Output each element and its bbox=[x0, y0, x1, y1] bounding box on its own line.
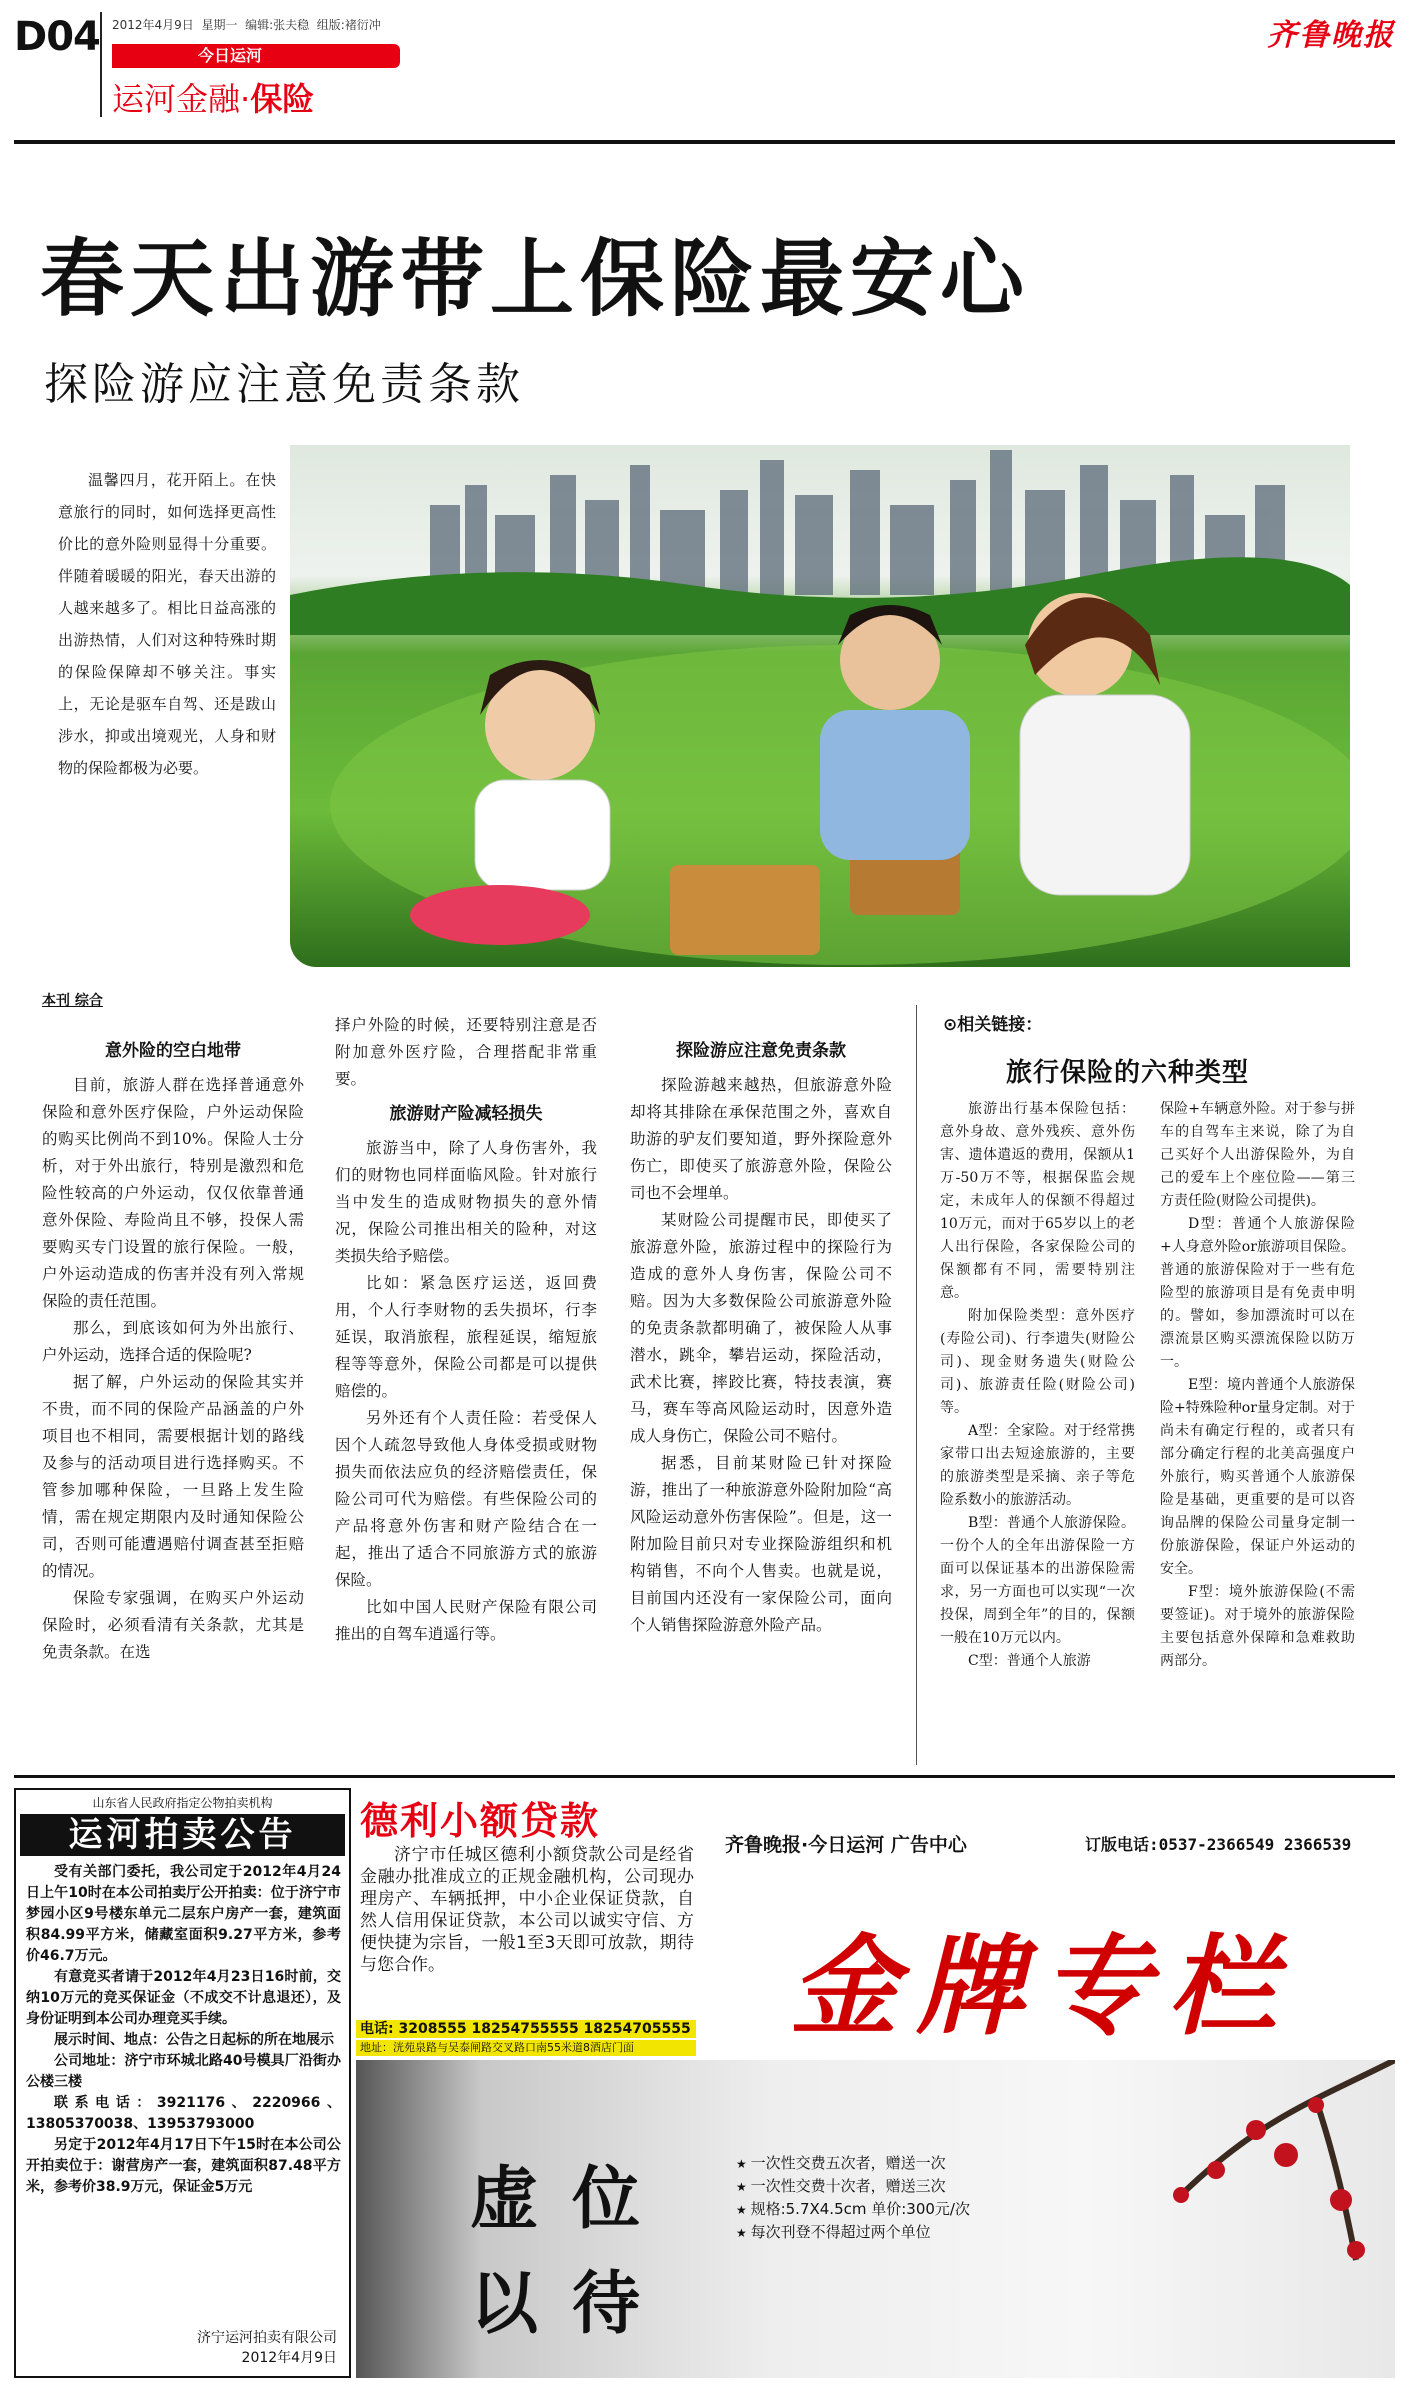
loan-body bbox=[360, 1844, 694, 1976]
paragraph: A型：全家险。对于经常携家带口出去短途旅游的，主要的旅游类型是采摘、亲子等危险系数小的旅游活动。 bbox=[940, 1423, 1135, 1508]
paragraph: C型：普通个人旅游 bbox=[968, 1653, 1091, 1669]
father-figure bbox=[820, 605, 970, 860]
vacancy-text-line2: 以待 bbox=[470, 2264, 675, 2344]
top-rule bbox=[14, 140, 1395, 144]
section-heading: 探险游应注意免责条款 bbox=[676, 1041, 846, 1061]
subheadline: 探险游应注意免责条款 bbox=[44, 359, 524, 410]
paragraph: 附加保险类型：意外医疗(寿险公司)、行李遗失(财险公司)、现金财务遗失(财险公司)、旅游责任险(财险公司)等。 bbox=[940, 1308, 1135, 1416]
section-heading: 旅游财产险减轻损失 bbox=[389, 1104, 543, 1124]
header-divider bbox=[100, 12, 102, 117]
byline: 本刊 综合 bbox=[42, 993, 103, 1009]
auction-org: 山东省人民政府指定公物拍卖机构 bbox=[92, 1796, 273, 1810]
ad-section-rule bbox=[14, 1775, 1395, 1778]
paragraph: B型：普通个人旅游保险。一份个人的全年出游保险一方面可以保证基本的出游保险需求，另一方面也可以实现“一次投保，周到全年”的目的，保额一般在10万元以内。 bbox=[940, 1515, 1135, 1646]
paragraph: 择户外险的时候，还要特别注意是否附加意外医疗险，合理搭配非常重要。 bbox=[335, 1016, 597, 1088]
auction-signature bbox=[197, 2328, 337, 2368]
loan-address: 地址：洸苑泉路与吴泰闸路交叉路口南55米道8酒店门面 bbox=[356, 2040, 696, 2056]
article-column-1 bbox=[42, 1030, 304, 1666]
term-item: ★ 规格:5.7X4.5cm 单价:300元/次 bbox=[736, 2198, 970, 2221]
sidebar-title: 旅行保险的六种类型 bbox=[1006, 1058, 1250, 1088]
paragraph: 据了解，户外运动的保险其实并不贵，而不同的保险产品涵盖的户外项目也不相同，需要根据计划的路线及参与的活动项目进行选择购买。不管参加哪种保险，一旦路上发生险情，需在规定期限内及时通知保险公司，否则可能遭遇赔付调查甚至拒赔的情况。 bbox=[42, 1373, 304, 1580]
ad-center-name: 齐鲁晚报·今日运河 广告中心 bbox=[725, 1834, 967, 1856]
vacancy-text-line1: 虚位 bbox=[470, 2159, 675, 2239]
paragraph: 那么，到底该如何为外出旅行、户外运动，选择合适的保险呢? bbox=[42, 1319, 304, 1364]
page-number: D04 bbox=[14, 14, 100, 60]
paragraph: 另外还有个人责任险：若受保人因个人疏忽导致他人身体受损或财物损失而依法应负的经济赔偿责任，保险公司可代为赔偿。有些保险公司的产品将意外伤害和财产险结合在一起，推出了适合不同旅游方式的旅游保险。 bbox=[335, 1409, 597, 1589]
term-item: ★ 一次性交费五次者，赠送一次 bbox=[736, 2152, 970, 2175]
paragraph: 探险游越来越热，但旅游意外险却将其排除在承保范围之外，喜欢自助游的驴友们要知道，野外探险意外伤亡，即使买了旅游意外险，保险公司也不会埋单。 bbox=[630, 1076, 892, 1202]
family-picnic-photo bbox=[290, 445, 1350, 967]
sidebar-column-2 bbox=[1160, 1098, 1355, 1673]
signature-company: 济宁运河拍卖有限公司 bbox=[197, 2330, 337, 2346]
paragraph: E型：境内普通个人旅游保险+特殊险种or量身定制。对于尚未有确定行程的，或者只有部分确定行程的北美高强度户外旅行，购买普通个人旅游保险是基础，更重要的是可以咨询品牌的保险公司量身定制一份旅游保险，保证户外运动的安全。 bbox=[1160, 1377, 1355, 1577]
paragraph: 比如中国人民财产保险有限公司推出的自驾车逍遥行等。 bbox=[335, 1598, 597, 1643]
auction-notice-ad bbox=[14, 1788, 351, 2378]
paragraph: 保险+车辆意外险。对于参与拼车的自驾车主来说，除了为自己买好个人出游保险外，为自己的爱车上个座位险——第三方责任险(财险公司提供)。 bbox=[1160, 1101, 1355, 1209]
headline: 春天出游带上保险最安心 bbox=[40, 230, 1031, 328]
article-column-2 bbox=[335, 1012, 597, 1648]
paragraph: 另定于2012年4月17日下午15时在本公司公开拍卖位于：谢营房产一套，建筑面积87.48平方米，参考价38.9万元，保证金5万元 bbox=[26, 2137, 341, 2195]
paragraph: 目前，旅游人群在选择普通意外保险和意外医疗保险，户外运动保险的购买比例尚不到10%。保险人士分析，对于外出旅行，特别是激烈和危险性较高的户外运动，仅仅依靠普通意外保险、寿险尚且不够，投保人需要购买专门设置的旅行保险。一般，户外运动造成的伤害并没有列入常规保险的责任范围。 bbox=[42, 1076, 304, 1310]
paragraph: D型：普通个人旅游保险+人身意外险or旅游项目保险。普通的旅游保险对于一些有危险型的旅游项目是有免责申明的。譬如，参加漂流时可以在漂流景区购买漂流保险以防万一。 bbox=[1160, 1216, 1355, 1370]
term-item: ★ 每次刊登不得超过两个单位 bbox=[736, 2221, 970, 2244]
paragraph: 某财险公司提醒市民，即使买了旅游意外险，旅游过程中的探险行为造成的意外人身伤害，保险公司不赔。因为大多数保险公司旅游意外险的免责条款都明确了，被保险人从事潜水，跳伞，攀岩运动，探险活动，武术比赛，摔跤比赛，特技表演，赛马，赛车等高风险运动时，因意外造成人身伤亡，保险公司不赔付。 bbox=[630, 1211, 892, 1445]
issue-meta: 2012年4月9日 星期一 编辑:张夫稳 组版:褚衍冲 bbox=[112, 18, 381, 32]
masthead-logo: 齐鲁晚报 bbox=[1267, 18, 1395, 53]
ad-center-phone: 订版电话:0537-2366549 2366539 bbox=[1085, 1835, 1352, 1854]
paragraph: 保险专家强调，在购买户外运动保险时，必须看清有关条款，尤其是免责条款。在选 bbox=[42, 1589, 304, 1661]
article-column-3 bbox=[630, 1030, 892, 1639]
paragraph: 比如：紧急医疗运送，返回费用，个人行李财物的丢失损坏，行李延误，取消旅程，旅程延误，缩短旅程等等意外，保险公司都是可以提供赔偿的。 bbox=[335, 1274, 597, 1400]
loan-title: 德利小额贷款 bbox=[360, 1799, 601, 1843]
auction-body bbox=[26, 1862, 341, 2198]
paragraph: 旅游当中，除了人身伤害外，我们的财物也同样面临风险。针对旅行当中发生的造成财物损失的意外情况，保险公司推出相关的险种，对这类损失给予赔偿。 bbox=[335, 1139, 597, 1265]
section-title: 运河金融·保险 bbox=[112, 80, 315, 118]
mother-figure bbox=[1020, 593, 1190, 895]
gold-column-title: 金牌专栏 bbox=[790, 1924, 1295, 2050]
section-tag: 今日运河 bbox=[112, 44, 400, 68]
paragraph: 受有关部门委托，我公司定于2012年4月24日上午10时在本公司拍卖厅公开拍卖：位于济宁市梦园小区9号楼东单元二层东户房产一套，建筑面积84.99平方米，储藏室面积9.27平方米，参考价46.7万元。 bbox=[26, 1864, 341, 1964]
paragraph: 展示时间、地点：公告之日起标的所在地展示 bbox=[54, 2032, 334, 2048]
intro-paragraph: 温馨四月，花开陌上。在快意旅行的同时，如何选择更高性价比的意外险则显得十分重要。伴随着暖暖的阳光，春天出游的人越来越多了。相比日益高涨的出游热情，人们对这种特殊时期的保险保障却不够关注。事实上，无论是驱车自驾、还是跋山涉水，抑或出境观光，人身和财物的保险都极为必要。 bbox=[58, 471, 276, 777]
auction-title: 运河拍卖公告 bbox=[20, 1814, 345, 1856]
paragraph: 据悉，目前某财险已针对探险游，推出了一种旅游意外险附加险“高风险运动意外伤害保险”。但是，这一附加险目前只对专业探险游组织和机构销售，不向个人售卖。也就是说，目前国内还没有一家保险公司，面向个人销售探险游意外险产品。 bbox=[630, 1454, 892, 1634]
signature-date: 2012年4月9日 bbox=[241, 2350, 337, 2366]
term-item: ★ 一次性交费十次者，赠送三次 bbox=[736, 2175, 970, 2198]
column-divider bbox=[916, 1005, 917, 1765]
loan-phone: 电话: 3208555 18254755555 18254705555 bbox=[356, 2020, 696, 2038]
paragraph: 济宁市任城区德利小额贷款公司是经省金融办批准成立的正规金融机构，公司现办理房产、车辆抵押，中小企业保证贷款，自然人信用保证贷款，本公司以诚实守信、方便快捷为宗旨，一般1至3天即可放款，期待与您合作。 bbox=[360, 1845, 694, 1975]
sidebar-column-1 bbox=[940, 1098, 1135, 1673]
section-heading: 意外险的空白地带 bbox=[105, 1041, 241, 1061]
paragraph: 有意竞买者请于2012年4月23日16时前，交纳10万元的竞买保证金（不成交不计息退还），及身份证明到本公司办理竞买手续。 bbox=[26, 1969, 341, 2027]
loan-ad bbox=[356, 1788, 696, 2058]
ad-terms bbox=[736, 2152, 970, 2244]
paragraph: F型：境外旅游保险(不需要签证)。对于境外的旅游保险主要包括意外保障和急难救助两部分。 bbox=[1160, 1584, 1355, 1669]
paragraph: 公司地址：济宁市环城北路40号模具厂沿街办公楼三楼 bbox=[26, 2053, 341, 2090]
paragraph: 旅游出行基本保险包括：意外身故、意外残疾、意外伤害、遗体遣返的费用，保额从1万-50万不等，根据保监会规定，未成年人的保额不得超过10万元，而对于65岁以上的老人出行保险，各家保险公司的保额都有不同，需要特别注意。 bbox=[940, 1101, 1135, 1301]
paragraph: 联系电话：3921176、2220966、13805370038、13953793000 bbox=[26, 2095, 341, 2132]
related-links-label: ⊙相关链接： bbox=[943, 1015, 1043, 1035]
